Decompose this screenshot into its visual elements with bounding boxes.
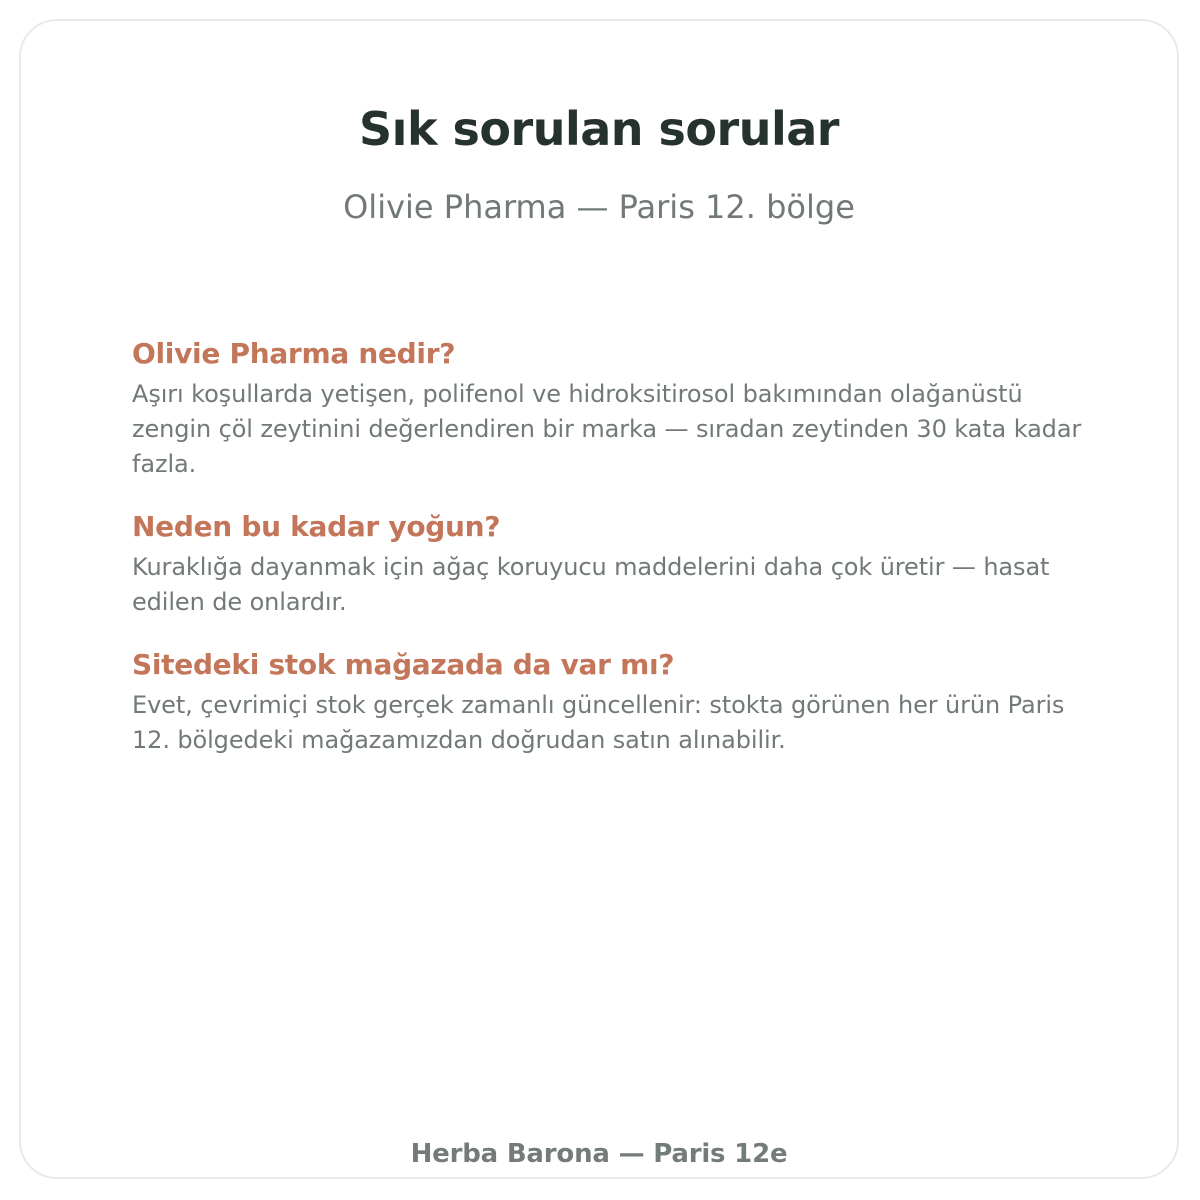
faq-question: Sitedeki stok mağazada da var mı? [132, 648, 675, 681]
faq-card [19, 19, 1179, 1179]
faq-question: Neden bu kadar yoğun? [132, 510, 501, 543]
faq-list [132, 331, 1094, 780]
faq-answer: Kuraklığa dayanmak için ağaç koruyucu maddelerini daha çok üretir — hasat edilen de onlardır. [132, 553, 1050, 616]
faq-question: Olivie Pharma nedir? [132, 337, 456, 370]
page-title: Sık sorulan sorular [359, 102, 839, 156]
faq-item [132, 642, 1094, 758]
faq-answer: Aşırı koşullarda yetişen, polifenol ve hidroksitirosol bakımından olağanüstü zengin çöl zeytinini değerlendiren bir marka — sıradan zeytinden 30 kata kadar fazla. [132, 380, 1082, 478]
page-subtitle: Olivie Pharma — Paris 12. bölge [343, 188, 855, 226]
footer-brand: Herba Barona — Paris 12e [410, 1139, 788, 1169]
faq-answer: Evet, çevrimiçi stok gerçek zamanlı güncellenir: stokta görünen her ürün Paris 12. bölgedeki mağazamızdan doğrudan satın alınabilir. [132, 691, 1065, 754]
faq-item [132, 331, 1094, 482]
faq-item [132, 504, 1094, 620]
